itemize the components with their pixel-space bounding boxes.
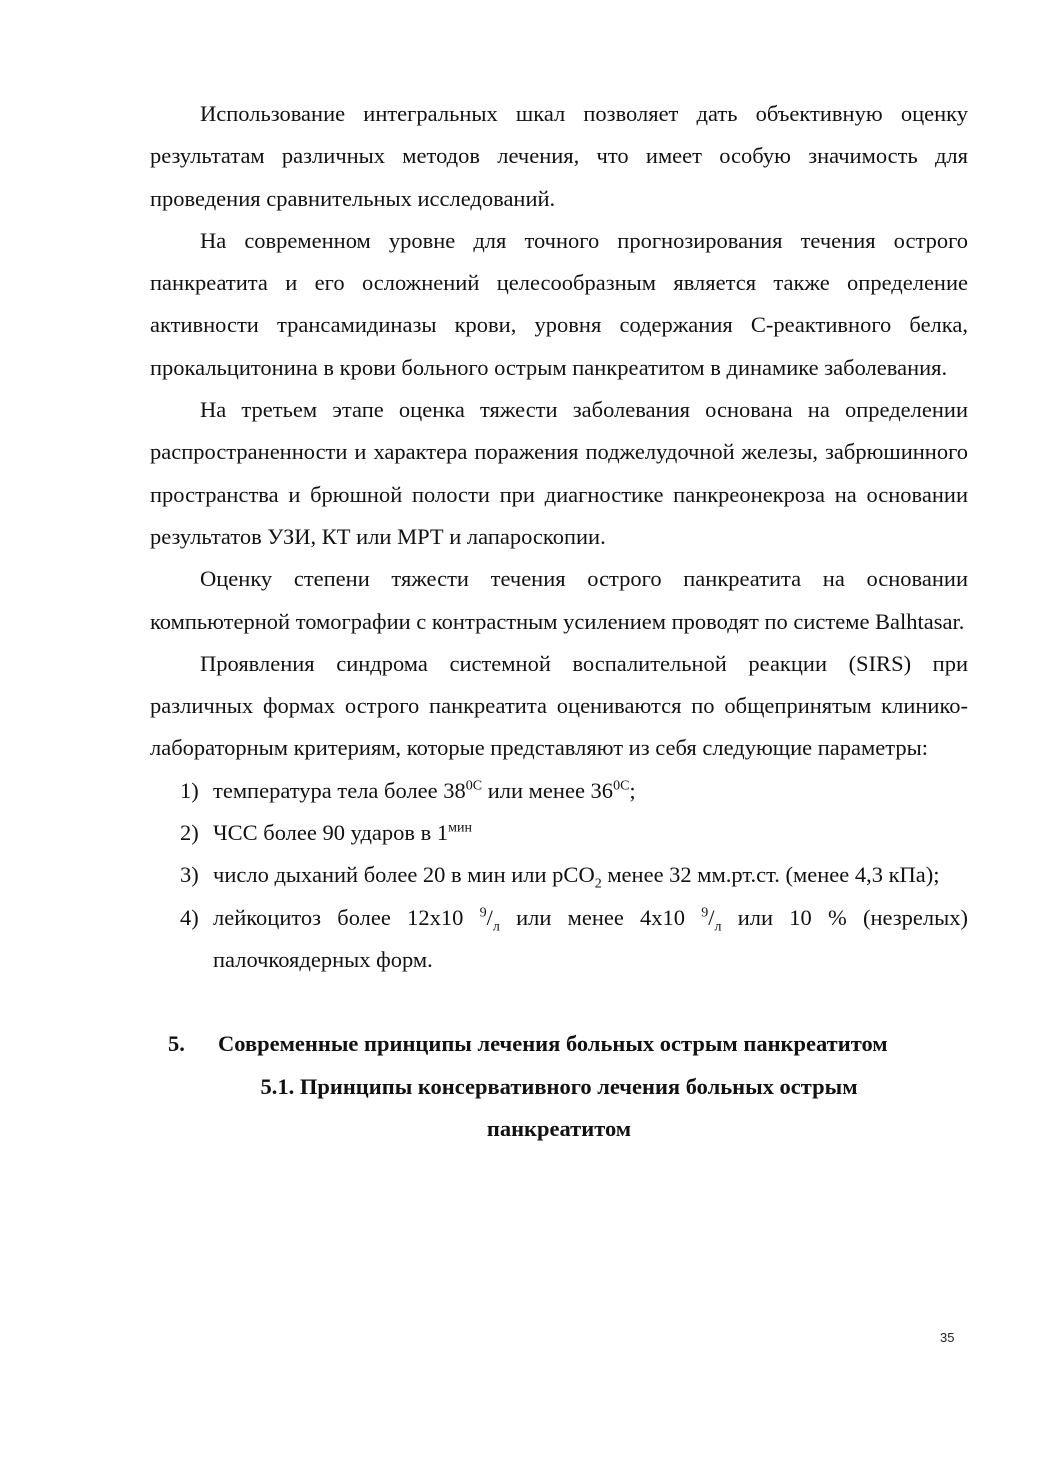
paragraph-modern-prognosis: На современном уровне для точного прогнозирования течения острого панкреатита и его осложнений целесообразным является также определение активности трансамидиназы крови, уровня содержания С-реактивного белка, прокальцитонина в крови больного острым панкреатитом в динамике заболевания. [150, 227, 968, 380]
paragraph-third-stage: На третьем этапе оценка тяжести заболевания основана на определении распространенности и характера поражения поджелудочной железы, забрюшинного пространства и брюшной полости при диагностике панкреонекроза на основании результатов УЗИ, КТ или МРТ и лапароскопии. [150, 397, 968, 549]
list-item: 3) число дыханий более 20 в мин или pCO$_2$ менее 32 мм.рт.ст. (менее 4,3 кПа); [150, 854, 968, 896]
page-number: 35 [940, 1330, 955, 1345]
subsection-heading-line-1: 5.1. Принципы консервативного лечения больных острым [260, 1073, 858, 1099]
paragraph-integral-scales: Использование интегральных шкал позволяет дать объективную оценку результатам различных методов лечения, что имеет особую значимость для проведения сравнительных исследований. [150, 101, 968, 211]
list-item: 4) лейкоцитоз более 12х10 $^9/_л$ или менее 4х10 $^9/_л$ или 10 % (незрелых) палочкоядерных форм. [150, 897, 968, 982]
list-item-number: 2) [180, 820, 199, 846]
section-number: 5. [168, 1031, 185, 1057]
list-item-number: 3) [180, 862, 199, 888]
sirs-criteria-list [150, 770, 968, 981]
subsection-heading-line-2: панкреатитом [486, 1115, 632, 1141]
document-page [150, 93, 968, 1150]
paragraph-ct-assessment: Оценку степени тяжести течения острого панкреатита на основании компьютерной томографии с контрастным усилением проводят по системе Balhtasar. [150, 566, 968, 634]
section-heading [150, 1023, 968, 1065]
paragraph-sirs: Проявления синдрома системной воспалительной реакции (SIRS) при различных формах острого панкреатита оцениваются по общепринятым клинико-лабораторным критериям, которые представляют из себя следующие параметры: [150, 650, 968, 761]
list-item: 2) ЧСС более 90 ударов в $1^{мин}$ [150, 812, 968, 854]
list-item-number: 1) [180, 777, 199, 803]
list-item-number: 4) [180, 904, 199, 930]
section-title: Современные принципы лечения больных острым панкреатитом [218, 1031, 888, 1057]
blank-line [150, 981, 968, 1023]
list-item: 1) температура тела более $38^{0С}$ или менее $36^{0С}$; [150, 770, 968, 812]
